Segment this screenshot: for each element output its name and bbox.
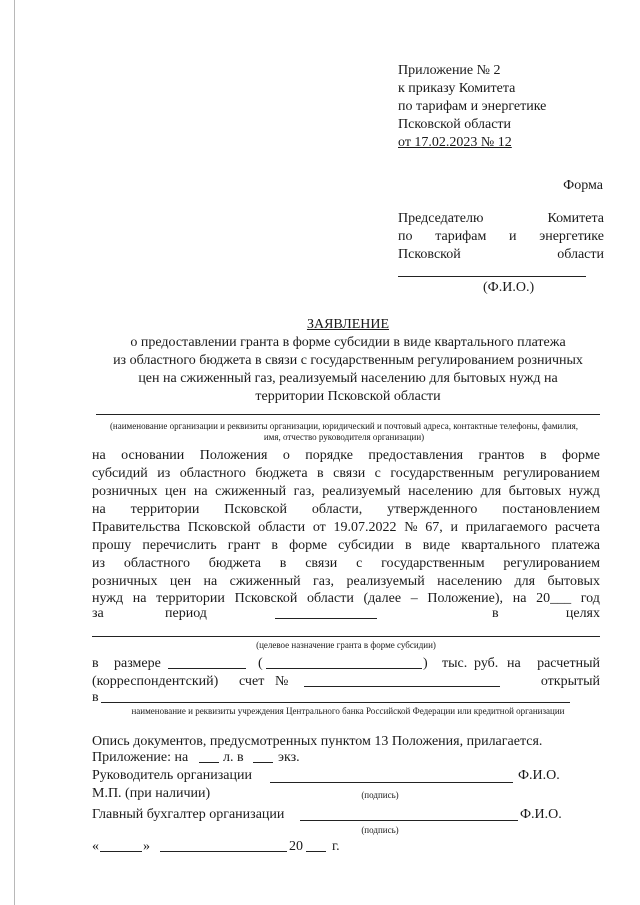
word: Псковской: [187, 520, 251, 535]
accountant-signature-line[interactable]: [300, 820, 518, 821]
word: год: [580, 591, 600, 606]
word: постановлением: [502, 502, 600, 517]
body-line: [92, 465, 600, 482]
word: розничных: [92, 574, 158, 589]
word: на: [203, 574, 218, 589]
date-line: [92, 838, 352, 855]
word: регулированием: [503, 556, 600, 571]
annex-line-4: Псковской области: [398, 117, 512, 132]
word: Положение),: [427, 591, 504, 606]
word: прошу: [92, 538, 132, 553]
word: порядке: [305, 448, 353, 463]
word: бюджета: [255, 466, 308, 481]
word: на: [92, 448, 106, 463]
bank-line: [101, 702, 570, 703]
word: –: [410, 591, 418, 606]
word: Председателю: [398, 211, 484, 226]
word: на: [193, 484, 208, 499]
word: открытый: [540, 674, 600, 689]
word: области,: [311, 502, 363, 517]
title-line-1: о предоставлении гранта в форме субсидии в виде квартального платежа: [130, 335, 566, 350]
word: из: [157, 466, 171, 481]
word: с: [356, 556, 363, 571]
body-line: [92, 483, 600, 500]
word: из: [92, 556, 106, 571]
word: »: [143, 839, 150, 854]
word: (: [258, 656, 263, 671]
page-edge: [14, 0, 15, 905]
word: розничных: [92, 484, 158, 499]
attachment-line: [92, 749, 392, 766]
word: в: [404, 538, 412, 553]
word: реализуемый: [346, 574, 425, 589]
organization-caption: (наименование организации и реквизиты организации, юридический и почтовый адреса, контактные телефоны, фамилия, имя, отчество руководителя организации): [109, 421, 579, 442]
word: целях: [565, 606, 600, 621]
word: нужд: [92, 591, 124, 606]
word: расчетный: [537, 656, 600, 671]
word: областного: [123, 556, 191, 571]
word: расчета: [555, 520, 600, 535]
stamp-label: М.П. (при наличии): [92, 786, 211, 801]
body-line: [92, 537, 600, 554]
word: предоставления: [368, 448, 464, 463]
accountant-fio: Ф.И.О.: [520, 807, 562, 822]
day-field[interactable]: [100, 838, 142, 852]
word: в: [271, 538, 279, 553]
word: на: [512, 591, 527, 606]
accountant-label: Главный бухгалтер организации: [92, 807, 285, 822]
word: для: [480, 484, 502, 499]
word: Положения: [199, 448, 268, 463]
word: государственным: [381, 556, 485, 571]
word: прилагаемого: [465, 520, 548, 535]
month-field[interactable]: [160, 838, 287, 852]
word: квартального: [461, 538, 541, 553]
word: счет: [239, 674, 265, 689]
word: Псковской: [224, 502, 287, 517]
head-fio: Ф.И.О.: [518, 768, 560, 783]
amount-line: [92, 655, 600, 672]
annex-line-3: по тарифам и энергетике: [398, 99, 547, 114]
word: областного: [179, 466, 246, 481]
word: от: [312, 520, 326, 535]
word: тыс.: [442, 656, 468, 671]
amount-words-field[interactable]: [266, 655, 422, 669]
word: за: [92, 606, 104, 621]
word: газ,: [293, 484, 315, 499]
word: бытовых: [508, 484, 562, 499]
word: утвержденного: [387, 502, 478, 517]
word: населению: [437, 574, 503, 589]
word: форме: [289, 538, 328, 553]
body-line: [92, 501, 600, 518]
word: субсидии: [338, 538, 394, 553]
annex-line-1: Приложение № 2: [398, 63, 501, 78]
word: платежа: [551, 538, 600, 553]
period-line: [92, 605, 600, 622]
annex-line-2: к приказу Комитета: [398, 81, 516, 96]
word: области: [307, 591, 354, 606]
fio-caption: (Ф.И.О.): [483, 280, 535, 295]
word: тарифам: [435, 229, 487, 244]
word: с: [374, 466, 381, 481]
word: цен: [165, 484, 187, 499]
head-signature-line[interactable]: [270, 782, 513, 783]
addressee-line-3: [398, 246, 604, 263]
word: области: [258, 520, 306, 535]
word: ): [423, 656, 428, 671]
body-line: [92, 555, 600, 572]
word: связи: [333, 466, 366, 481]
word: грантов: [478, 448, 525, 463]
amount-field[interactable]: [168, 655, 246, 669]
organization-line: [96, 414, 600, 415]
year-field[interactable]: [306, 838, 326, 852]
title-line-3: цен на сжиженный газ, реализуемый населению для бытовых нужд на: [138, 371, 558, 386]
word: по: [398, 229, 413, 244]
word: нужд: [568, 484, 600, 499]
word: размере: [114, 656, 161, 671]
word: цен: [169, 574, 192, 589]
word: Псковской: [234, 591, 298, 606]
word: Приложение: на: [92, 750, 189, 765]
word: грант: [227, 538, 261, 553]
word: и: [509, 229, 517, 244]
addressee-line-1: [398, 210, 604, 227]
word: населению: [408, 484, 474, 499]
word: Правительства: [92, 520, 181, 535]
word: 20: [289, 839, 303, 854]
word: энергетике: [539, 229, 604, 244]
word: Комитета: [547, 211, 604, 226]
word: бюджета: [208, 556, 261, 571]
word: (корреспондентский): [92, 674, 219, 689]
inventory-line: Опись документов, предусмотренных пунктом 13 Положения, прилагается.: [92, 734, 543, 749]
body-line: [92, 519, 600, 536]
annex-date: от 17.02.2023 № 12: [398, 135, 512, 150]
copies-field[interactable]: [253, 749, 273, 763]
purpose-line: [92, 636, 600, 637]
word: связи: [305, 556, 338, 571]
period-field[interactable]: [275, 605, 377, 619]
word: бытовых: [547, 574, 600, 589]
word: экз.: [278, 750, 300, 765]
word: Псковской: [398, 247, 461, 262]
word: «: [92, 839, 99, 854]
word: сжиженный: [229, 574, 301, 589]
title-line-4: территории Псковской области: [255, 389, 441, 404]
word: о: [282, 448, 290, 463]
word: г.: [332, 839, 340, 854]
form-label: Форма: [563, 178, 603, 193]
body-line: [92, 573, 600, 590]
bank-prefix: в: [92, 690, 99, 705]
signature-caption-2: (подпись): [361, 825, 399, 835]
account-line: [92, 673, 600, 690]
word: в: [317, 466, 324, 481]
word: перечислить: [142, 538, 217, 553]
word: реализуемый: [322, 484, 401, 499]
word: в: [92, 656, 99, 671]
word: №: [275, 674, 289, 689]
word: 67,: [425, 520, 443, 535]
word: территории: [156, 591, 225, 606]
word: руб.: [474, 656, 499, 671]
word: государственным: [390, 466, 494, 481]
word: в: [492, 606, 499, 621]
head-label: Руководитель организации: [92, 768, 252, 783]
word: и: [450, 520, 458, 535]
body-line: [92, 447, 600, 464]
word: территории: [130, 502, 200, 517]
title-line-2: из областного бюджета в связи с государственным регулированием розничных: [113, 353, 583, 368]
word: форме: [561, 448, 600, 463]
signature-caption-1: (подпись): [361, 790, 399, 800]
word: в: [539, 448, 547, 463]
bank-caption: наименование и реквизиты учреждения Центрального банка Российской Федерации или кредитной организации: [131, 706, 565, 716]
word: на: [132, 591, 147, 606]
word: регулированием: [503, 466, 600, 481]
word: на: [507, 656, 521, 671]
word: газ,: [313, 574, 335, 589]
pages-field[interactable]: [199, 749, 219, 763]
word: основании: [121, 448, 185, 463]
word: 20___: [536, 591, 572, 606]
word: (далее: [363, 591, 402, 606]
account-number-field[interactable]: [304, 673, 500, 687]
word: виде: [422, 538, 451, 553]
word: л. в: [223, 750, 244, 765]
purpose-caption: (целевое назначение гранта в форме субсидии): [256, 640, 436, 650]
document-title: ЗАЯВЛЕНИЕ: [306, 317, 390, 332]
word: субсидий: [92, 466, 148, 481]
word: №: [404, 520, 418, 535]
word: на: [92, 502, 106, 517]
word: 19.07.2022: [333, 520, 397, 535]
word: в: [279, 556, 287, 571]
word: области: [557, 247, 604, 262]
word: для: [514, 574, 536, 589]
addressee-line-2: [398, 228, 604, 245]
fio-line: [398, 276, 586, 277]
word: период: [165, 606, 207, 621]
word: сжиженный: [215, 484, 287, 499]
